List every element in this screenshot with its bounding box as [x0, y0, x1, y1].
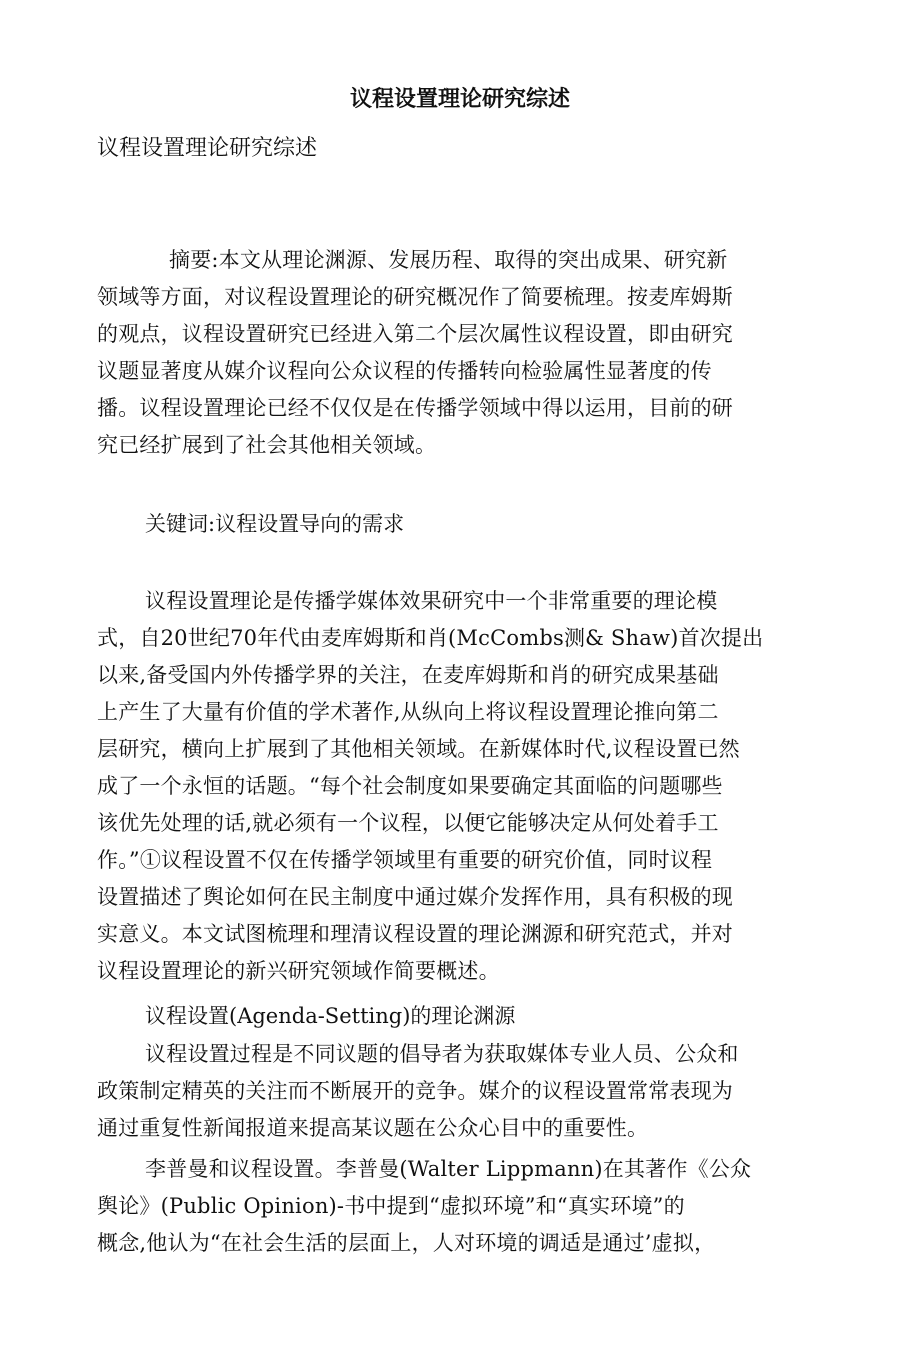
intro-line: 成了一个永恒的话题。“每个社会制度如果要确定其面临的问题哪些	[97, 774, 723, 798]
section-heading: 议程设置(Agenda-Setting)的理论渊源	[145, 1004, 516, 1028]
abstract-line: 究已经扩展到了社会其他相关领域。	[97, 433, 437, 457]
intro-line: 上产生了大量有价值的学术著作,从纵向上将议程设置理论推向第二	[97, 700, 719, 724]
section-paragraph	[97, 1036, 809, 1147]
intro-line: 议程设置理论的新兴研究领域作简要概述。	[97, 959, 500, 983]
lippmann-line: 李普曼和议程设置。李普曼(Walter Lippmann)在其著作《公众	[145, 1157, 752, 1181]
intro-paragraph	[97, 583, 809, 990]
section-line: 通过重复性新闻报道来提高某议题在公众心目中的重要性。	[97, 1116, 649, 1140]
document-subtitle: 议程设置理论研究综述	[97, 136, 318, 161]
abstract-line: 播。议程设置理论已经不仅仅是在传播学领域中得以运用，目前的研	[97, 396, 733, 420]
intro-line: 实意义。本文试图梳理和理清议程设置的理论渊源和研究范式，并对	[97, 922, 733, 946]
intro-line: 设置描述了舆论如何在民主制度中通过媒介发挥作用，具有积极的现	[97, 885, 733, 909]
abstract-paragraph	[97, 242, 809, 464]
lippmann-line: 舆论》(Public Opinion)-书中提到“虚拟环境”和“真实环境”的	[97, 1194, 685, 1218]
intro-line: 作。”①议程设置不仅在传播学领域里有重要的研究价值，同时议程	[97, 848, 713, 872]
keywords-line: 关键词:议程设置导向的需求	[145, 512, 405, 536]
intro-line: 该优先处理的话,就必须有一个议程，以便它能够决定从何处着手工	[97, 811, 719, 835]
intro-line: 层研究，横向上扩展到了其他相关领域。在新媒体时代,议程设置已然	[97, 737, 740, 761]
lippmann-paragraph	[97, 1151, 809, 1262]
abstract-line: 的观点，议程设置研究已经进入第二个层次属性议程设置，即由研究	[97, 322, 733, 346]
section-line: 政策制定精英的关注而不断展开的竞争。媒介的议程设置常常表现为	[97, 1079, 733, 1103]
abstract-line: 摘要:本文从理论渊源、发展历程、取得的突出成果、研究新	[169, 248, 728, 272]
intro-line: 以来,备受国内外传播学界的关注，在麦库姆斯和肖的研究成果基础	[97, 663, 719, 687]
intro-line: 议程设置理论是传播学媒体效果研究中一个非常重要的理论模	[145, 589, 718, 613]
intro-line: 式，自20世纪70年代由麦库姆斯和肖(McCombs测& Shaw)首次提出	[97, 626, 764, 650]
abstract-line: 议题显著度从媒介议程向公众议程的传播转向检验属性显著度的传	[97, 359, 712, 383]
abstract-line: 领域等方面，对议程设置理论的研究概况作了简要梳理。按麦库姆斯	[97, 285, 733, 309]
document-title: 议程设置理论研究综述	[349, 86, 570, 112]
lippmann-line: 概念,他认为“在社会生活的层面上，人对环境的调适是通过’虚拟，	[97, 1231, 716, 1255]
section-line: 议程设置过程是不同议题的倡导者为获取媒体专业人员、公众和	[145, 1042, 739, 1066]
